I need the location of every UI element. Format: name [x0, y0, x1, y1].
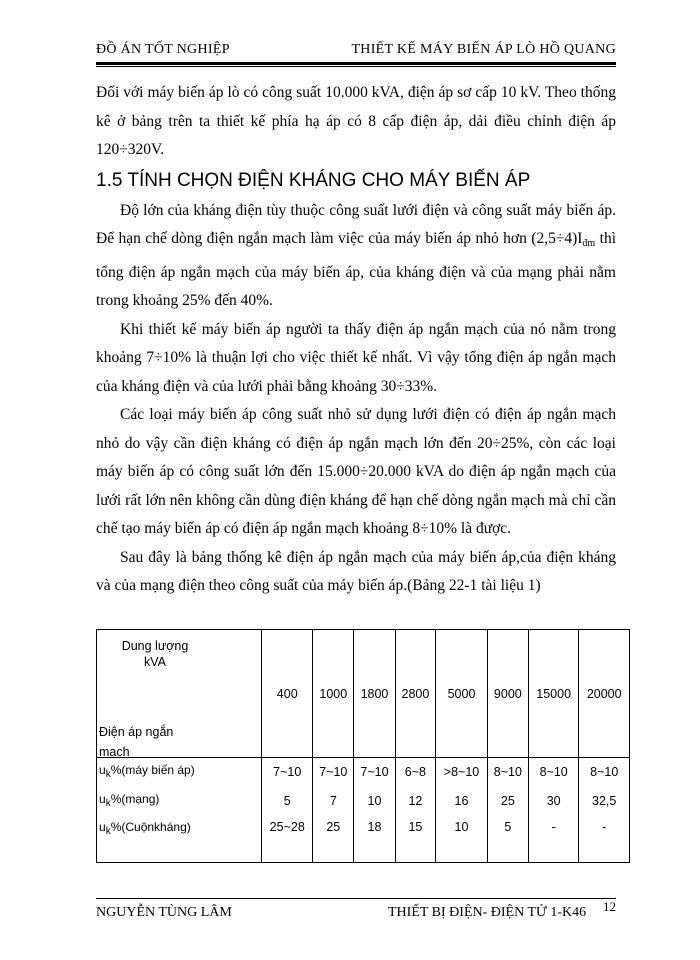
head-capacity-label: Dung lượng: [121, 639, 189, 653]
table-cell: 12: [395, 787, 436, 816]
row-label: $u_k\%(mạng)$: [97, 787, 262, 816]
paragraph-5: Sau đây là bảng thống kê điện áp ngắn mạch của máy biến áp,của điện kháng và của mạng điện theo công suất của máy biến áp.(Bảng 22-1 tài liệu 1): [96, 548, 616, 594]
table-cell: 25~28: [262, 816, 313, 863]
paragraph-2: [96, 197, 616, 316]
capacity-cell: 1800: [354, 630, 395, 758]
short-circuit-voltage-table: [96, 629, 630, 863]
subscript-dm: đm: [582, 238, 596, 249]
capacity-cell: 15000: [528, 630, 579, 758]
header-left: ĐỒ ÁN TỐT NGHIỆP: [96, 42, 230, 57]
capacity-cell: 9000: [487, 630, 528, 758]
section-heading: 1.5 TÍNH CHỌN ĐIỆN KHÁNG CHO MÁY BIẾN ÁP: [96, 169, 531, 191]
paragraph-2-text-a: Độ lớn của kháng điện tùy thuộc công suất lưới điện và công suất máy biến áp. Để hạn chế dòng điện ngắn mạch làm việc của máy biến áp nhỏ hơn (2,5÷4)I: [96, 201, 616, 247]
page-number: 12: [603, 899, 616, 914]
table-cell: 16: [436, 787, 488, 816]
paragraph-2-text-b: thì tổng điện áp ngắn mạch của máy biến áp, của kháng điện và của mạng phải nằm trong khoảng 25% đến 40%.: [96, 230, 616, 309]
table-cell: 15: [395, 816, 436, 863]
paragraph-1: Đối với máy biến áp lò có công suất 10.000 kVA, điện áp sơ cấp 10 kV. Theo thống kê ở bảng trên ta thiết kế phía hạ áp có 8 cấp điện áp, dải điều chỉnh điện áp 120÷320V.: [96, 84, 616, 158]
row-label: $u_k\%(Cuộnkháng)$: [97, 816, 262, 863]
table-cell: -: [579, 816, 630, 863]
header-rule-thin: [96, 66, 616, 67]
table-cell: 7~10: [354, 758, 395, 788]
table-cell: 8~10: [487, 758, 528, 788]
capacity-cell: 5000: [436, 630, 488, 758]
capacity-cell: 400: [262, 630, 313, 758]
table-cell: 7~10: [313, 758, 354, 788]
footer-author: NGUYỄN TÙNG LÂM: [96, 905, 232, 920]
table-row: [97, 758, 630, 788]
table-header-row: [97, 630, 630, 758]
page-header: [96, 42, 616, 62]
table-corner-cell: [97, 630, 262, 758]
table-cell: 25: [487, 787, 528, 816]
table-cell: 5: [262, 787, 313, 816]
table-cell: >8~10: [436, 758, 488, 788]
capacity-cell: 2800: [395, 630, 436, 758]
header-rule-thick: [96, 62, 616, 65]
table-cell: 10: [436, 816, 488, 863]
table-row: [97, 816, 630, 863]
footer-department: THIẾT BỊ ĐIỆN- ĐIỆN TỬ 1-K46: [388, 905, 587, 920]
table-cell: 25: [313, 816, 354, 863]
table-cell: 30: [528, 787, 579, 816]
capacity-cell: 1000: [313, 630, 354, 758]
table-cell: -: [528, 816, 579, 863]
page-footer: [96, 905, 616, 925]
head-capacity-unit: kVA: [144, 655, 166, 669]
table-cell: 18: [354, 816, 395, 863]
table-cell: 7~10: [262, 758, 313, 788]
capacity-cell: 20000: [579, 630, 630, 758]
document-body: [96, 79, 616, 601]
table-cell: 32,5: [579, 787, 630, 816]
head-voltage-label: Điện áp ngắn: [99, 725, 174, 739]
table-cell: 8~10: [528, 758, 579, 788]
table-cell: 8~10: [579, 758, 630, 788]
header-right: THIẾT KẾ MÁY BIẾN ÁP LÒ HỒ QUANG: [351, 42, 616, 57]
row-label: $u_k\%(máy$ biến áp): [97, 758, 262, 788]
table-cell: 7: [313, 787, 354, 816]
paragraph-4: Các loại máy biến áp công suất nhỏ sử dụng lưới điện có điện áp ngắn mạch nhỏ do vậy cần điện kháng có điện áp ngắn mạch lớn đến 20÷25%, còn các loại máy biến áp có công suất lớn đến 15.000÷20.000 kVA do điện áp ngắn mạch của lưới rất lớn nên không cần dùng điện kháng để hạn chế dòng ngắn mạch mà chỉ cần chế tạo máy biến áp có điện áp ngắn mạch khoảng 8÷10% là được.: [96, 406, 616, 537]
head-voltage-label-2: mạch: [99, 745, 130, 759]
paragraph-3: Khi thiết kế máy biến áp người ta thấy điện áp ngắn mạch của nó nằm trong khoảng 7÷10% là thuận lợi cho việc thiết kế nhất. Vì vậy tổng điện áp ngắn mạch của kháng điện và của lưới phải bằng khoảng 30÷33%.: [96, 320, 616, 395]
table-cell: 5: [487, 816, 528, 863]
table-cell: 10: [354, 787, 395, 816]
table-cell: 6~8: [395, 758, 436, 788]
table-row: [97, 787, 630, 816]
footer-rule: [96, 898, 616, 899]
